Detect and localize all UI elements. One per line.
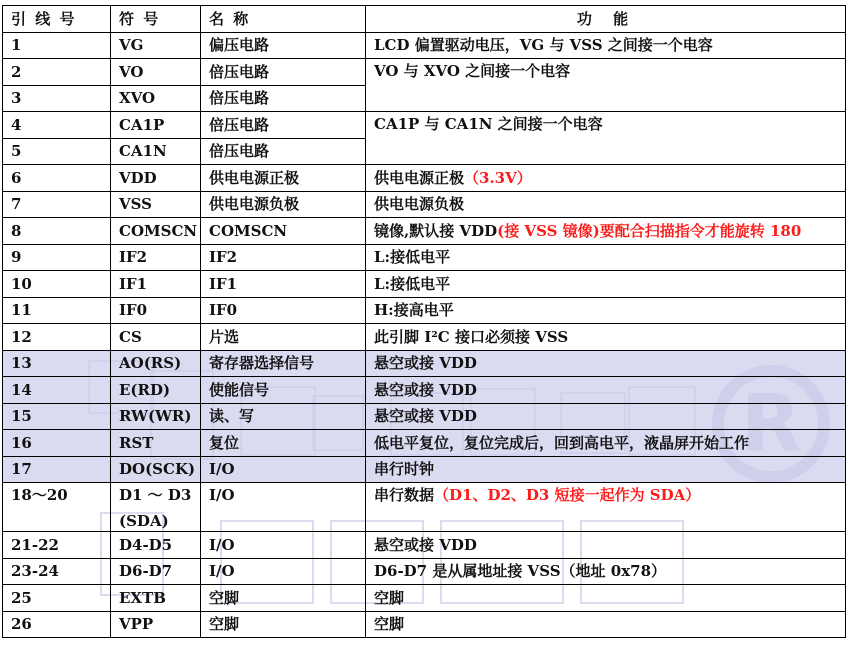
pin-cell: 17 — [3, 456, 111, 483]
symbol-cell: VSS — [111, 191, 201, 218]
name-cell: 读、写 — [201, 403, 366, 430]
name-cell: 复位 — [201, 430, 366, 457]
name-cell: IF1 — [201, 271, 366, 298]
function-cell: 供电电源负极 — [366, 191, 846, 218]
function-cell: 空脚 — [366, 585, 846, 612]
table-row — [3, 377, 846, 404]
name-cell: 使能信号 — [201, 377, 366, 404]
pin-cell: 11 — [3, 297, 111, 324]
name-cell: IF2 — [201, 244, 366, 271]
pin-cell: 15 — [3, 403, 111, 430]
function-cell: 串行时钟 — [366, 456, 846, 483]
table-header-row — [3, 6, 846, 33]
table-row — [3, 558, 846, 585]
symbol-cell: CA1P — [111, 112, 201, 139]
table-row — [3, 611, 846, 638]
name-cell: 供电电源负极 — [201, 191, 366, 218]
name-cell: 片选 — [201, 324, 366, 351]
function-cell: 低电平复位，复位完成后，回到高电平，液晶屏开始工作 — [366, 430, 846, 457]
name-cell: I/O — [201, 456, 366, 483]
table-row — [3, 112, 846, 139]
header-name: 名 称 — [201, 6, 366, 33]
pin-cell: 2 — [3, 59, 111, 86]
pin-cell: 5 — [3, 138, 111, 165]
symbol-cell: VG — [111, 32, 201, 59]
pin-cell: 26 — [3, 611, 111, 638]
pin-cell: 9 — [3, 244, 111, 271]
name-cell: IF0 — [201, 297, 366, 324]
symbol-cell: CA1N — [111, 138, 201, 165]
header-function: 功 能 — [366, 6, 846, 33]
function-cell: 悬空或接 VDD — [366, 350, 846, 377]
symbol-cell: IF2 — [111, 244, 201, 271]
function-cell: 此引脚 I²C 接口必须接 VSS — [366, 324, 846, 351]
table-row — [3, 191, 846, 218]
name-cell: 空脚 — [201, 611, 366, 638]
name-cell: 空脚 — [201, 585, 366, 612]
symbol-cell: E(RD) — [111, 377, 201, 404]
function-cell: 悬空或接 VDD — [366, 377, 846, 404]
function-cell: L:接低电平 — [366, 271, 846, 298]
symbol-cell: IF0 — [111, 297, 201, 324]
symbol-cell: IF1 — [111, 271, 201, 298]
symbol-cell: VDD — [111, 165, 201, 192]
table-row — [3, 324, 846, 351]
pin-cell: 1 — [3, 32, 111, 59]
symbol-cell: VPP — [111, 611, 201, 638]
symbol-cell: RW(WR) — [111, 403, 201, 430]
function-text: 镜像,默认接 VDD — [374, 221, 498, 240]
table-row — [3, 32, 846, 59]
function-cell: CA1P 与 CA1N 之间接一个电容 — [366, 112, 846, 165]
function-cell — [366, 218, 846, 245]
pin-cell: 4 — [3, 112, 111, 139]
name-cell: 供电电源正极 — [201, 165, 366, 192]
function-cell: D6-D7 是从属地址接 VSS（地址 0x78） — [366, 558, 846, 585]
function-note: （3.3V） — [464, 168, 532, 187]
name-cell: COMSCN — [201, 218, 366, 245]
pin-cell: 13 — [3, 350, 111, 377]
function-note: （D1、D2、D3 短接一起作为 SDA） — [434, 486, 701, 504]
header-pin: 引 线 号 — [3, 6, 111, 33]
function-cell: VO 与 XVO 之间接一个电容 — [366, 59, 846, 112]
table-row — [3, 59, 846, 86]
function-cell: 空脚 — [366, 611, 846, 638]
table-row — [3, 165, 846, 192]
symbol-cell: COMSCN — [111, 218, 201, 245]
symbol-cell: AO(RS) — [111, 350, 201, 377]
symbol-cell: D4-D5 — [111, 532, 201, 559]
name-cell: I/O — [201, 558, 366, 585]
name-cell: 倍压电路 — [201, 112, 366, 139]
function-text: 串行数据 — [374, 486, 435, 504]
function-text: 供电电源正极 — [374, 168, 465, 187]
symbol-line-1: D1 ～ D3 — [119, 486, 192, 504]
name-cell: 偏压电路 — [201, 32, 366, 59]
symbol-cell — [111, 483, 201, 532]
pin-definition-table — [2, 5, 846, 638]
symbol-cell: DO(SCK) — [111, 456, 201, 483]
function-cell: L:接低电平 — [366, 244, 846, 271]
table-row — [3, 585, 846, 612]
table-row — [3, 218, 846, 245]
function-cell — [366, 483, 846, 532]
table-row — [3, 483, 846, 532]
pin-cell: 21-22 — [3, 532, 111, 559]
pin-cell: 6 — [3, 165, 111, 192]
name-cell: I/O — [201, 483, 366, 532]
symbol-cell: RST — [111, 430, 201, 457]
pin-cell: 18～20 — [3, 483, 111, 532]
symbol-line-2: (SDA) — [119, 512, 169, 530]
function-cell: 悬空或接 VDD — [366, 403, 846, 430]
symbol-cell: XVO — [111, 85, 201, 112]
function-note: (接 VSS 镜像)要配合扫描指令才能旋转 180 — [497, 221, 802, 240]
pin-cell: 25 — [3, 585, 111, 612]
pin-cell: 23-24 — [3, 558, 111, 585]
table-row — [3, 456, 846, 483]
name-cell: 倍压电路 — [201, 59, 366, 86]
symbol-cell: CS — [111, 324, 201, 351]
symbol-cell: VO — [111, 59, 201, 86]
table-row — [3, 350, 846, 377]
table-row — [3, 244, 846, 271]
symbol-cell: D6-D7 — [111, 558, 201, 585]
pin-cell: 8 — [3, 218, 111, 245]
name-cell: 倍压电路 — [201, 85, 366, 112]
table-row — [3, 271, 846, 298]
function-cell — [366, 165, 846, 192]
pin-cell: 7 — [3, 191, 111, 218]
name-cell: I/O — [201, 532, 366, 559]
function-cell: H:接高电平 — [366, 297, 846, 324]
header-symbol: 符 号 — [111, 6, 201, 33]
pin-cell: 3 — [3, 85, 111, 112]
pin-cell: 16 — [3, 430, 111, 457]
table-row — [3, 297, 846, 324]
name-cell: 寄存器选择信号 — [201, 350, 366, 377]
pin-cell: 14 — [3, 377, 111, 404]
table-row — [3, 532, 846, 559]
table-row — [3, 430, 846, 457]
pin-cell: 12 — [3, 324, 111, 351]
table-row — [3, 403, 846, 430]
symbol-cell: EXTB — [111, 585, 201, 612]
name-cell: 倍压电路 — [201, 138, 366, 165]
function-cell: LCD 偏置驱动电压，VG 与 VSS 之间接一个电容 — [366, 32, 846, 59]
pin-cell: 10 — [3, 271, 111, 298]
function-cell: 悬空或接 VDD — [366, 532, 846, 559]
